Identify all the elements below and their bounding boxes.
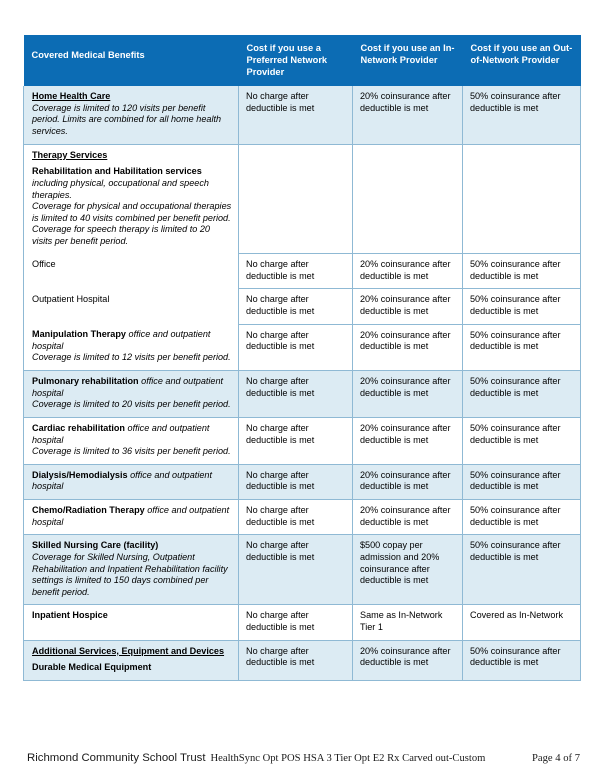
cost-preferred: No charge after deductible is met: [239, 605, 353, 640]
benefit-cell-outpatient-hospital: [24, 289, 239, 324]
benefit-title: Manipulation Therapy: [32, 329, 126, 340]
cost-in-network: 20% coinsurance after deductible is met: [353, 464, 463, 499]
cost-out-of-network: 50% coinsurance after deductible is met: [463, 464, 581, 499]
cost-preferred: [239, 144, 353, 254]
covered-medical-benefits-table: [23, 35, 581, 681]
cost-preferred: No charge after deductible is met: [239, 464, 353, 499]
benefit-title-suffix: office and outpatient hospital: [32, 469, 212, 492]
benefit-title: Cardiac rehabilitation: [32, 422, 125, 433]
cost-preferred: No charge after deductible is met: [239, 417, 353, 464]
table-row: [24, 605, 581, 640]
benefit-note: Coverage is limited to 12 visits per benefit period.: [32, 352, 231, 363]
cost-preferred: No charge after deductible is met: [239, 86, 353, 144]
table-row: [24, 86, 581, 144]
benefit-cell-chemo-radiation-therapy: [24, 500, 239, 535]
benefit-note: Coverage for physical and occupational therapies is limited to 40 visits combined per benefit period. Coverage for speech therapy is limited to 20 visits per benefit period.: [32, 201, 232, 247]
benefit-title: Home Health Care: [32, 91, 111, 102]
cost-preferred: No charge after deductible is met: [239, 324, 353, 370]
table-row: [24, 289, 581, 324]
cost-in-network: 20% coinsurance after deductible is met: [353, 417, 463, 464]
cost-out-of-network: Covered as In-Network: [463, 605, 581, 640]
benefit-title: Chemo/Radiation Therapy: [32, 505, 145, 516]
benefit-title: Skilled Nursing Care (facility): [32, 540, 159, 551]
benefit-cell-therapy-services: [24, 144, 239, 254]
cost-out-of-network: 50% coinsurance after deductible is met: [463, 640, 581, 680]
cost-in-network: 20% coinsurance after deductible is met: [353, 371, 463, 418]
cost-out-of-network: 50% coinsurance after deductible is met: [463, 535, 581, 605]
table-row: [24, 417, 581, 464]
benefit-title-suffix: including physical, occupational and speech therapies.: [32, 177, 209, 200]
benefit-note: Coverage is limited to 36 visits per benefit period.: [32, 446, 231, 457]
column-header-benefits: Covered Medical Benefits: [24, 35, 239, 86]
benefit-cell-pulmonary-rehabilitation: [24, 371, 239, 418]
benefit-title: Office: [32, 258, 56, 269]
cost-in-network: Same as In-Network Tier 1: [353, 605, 463, 640]
table-row: [24, 371, 581, 418]
cost-in-network: 20% coinsurance after deductible is met: [353, 324, 463, 370]
benefit-note: Coverage is limited to 120 visits per benefit period. Limits are combined for all home health services.: [32, 102, 222, 137]
benefit-title: Pulmonary rehabilitation: [32, 376, 139, 387]
cost-preferred: No charge after deductible is met: [239, 289, 353, 324]
benefit-title-suffix: office and outpatient hospital: [32, 329, 211, 351]
cost-preferred: No charge after deductible is met: [239, 254, 353, 289]
benefit-title: Outpatient Hospital: [32, 293, 110, 304]
column-header-preferred-network: Cost if you use a Preferred Network Provider: [239, 35, 353, 86]
table-row: [24, 254, 581, 289]
benefit-section-title: Additional Services, Equipment and Devices: [32, 645, 225, 656]
cost-out-of-network: 50% coinsurance after deductible is met: [463, 417, 581, 464]
header-row: [24, 35, 581, 86]
cost-in-network: 20% coinsurance after deductible is met: [353, 254, 463, 289]
footer-brand: Richmond Community School Trust: [27, 752, 206, 764]
cost-out-of-network: 50% coinsurance after deductible is met: [463, 500, 581, 535]
column-header-out-of-network: Cost if you use an Out-of-Network Provider: [463, 35, 581, 86]
cost-out-of-network: 50% coinsurance after deductible is met: [463, 254, 581, 289]
cost-out-of-network: [463, 144, 581, 254]
benefit-title: Durable Medical Equipment: [32, 662, 152, 673]
benefit-title: Rehabilitation and Habilitation services: [32, 166, 202, 177]
cost-in-network: $500 copay per admission and 20% coinsurance after deductible is met: [353, 535, 463, 605]
cost-in-network: 20% coinsurance after deductible is met: [353, 86, 463, 144]
benefit-title-suffix: office and outpatient hospital: [32, 376, 224, 398]
table-row: [24, 464, 581, 499]
page-footer: [27, 752, 580, 764]
benefit-section-title: Therapy Services: [32, 149, 108, 160]
benefit-title-suffix: office and outpatient hospital: [32, 505, 230, 527]
cost-preferred: No charge after deductible is met: [239, 535, 353, 605]
table-row: [24, 535, 581, 605]
table-row: [24, 500, 581, 535]
benefit-title: Dialysis/Hemodialysis: [32, 469, 128, 480]
cost-out-of-network: 50% coinsurance after deductible is met: [463, 324, 581, 370]
benefit-note: Coverage for Skilled Nursing, Outpatient Rehabilitation and Inpatient Rehabilitation facility settings is limited to 150 days combined per benefit period.: [32, 551, 228, 597]
benefit-cell-cardiac-rehabilitation: [24, 417, 239, 464]
column-header-in-network: Cost if you use an In-Network Provider: [353, 35, 463, 86]
table-row: [24, 324, 581, 370]
benefit-cell-inpatient-hospice: [24, 605, 239, 640]
cost-out-of-network: 50% coinsurance after deductible is met: [463, 289, 581, 324]
cost-preferred: No charge after deductible is met: [239, 640, 353, 680]
benefit-cell-skilled-nursing-care: [24, 535, 239, 605]
cost-in-network: 20% coinsurance after deductible is met: [353, 289, 463, 324]
cost-preferred: No charge after deductible is met: [239, 371, 353, 418]
table-header: [24, 35, 581, 86]
footer-page-number: Page 4 of 7: [532, 753, 580, 764]
table-row: [24, 144, 581, 254]
benefit-cell-dialysis-hemodialysis: [24, 464, 239, 499]
cost-in-network: 20% coinsurance after deductible is met: [353, 640, 463, 680]
benefit-cell-office: [24, 254, 239, 289]
cost-preferred: No charge after deductible is met: [239, 500, 353, 535]
cost-out-of-network: 50% coinsurance after deductible is met: [463, 371, 581, 418]
benefit-cell-durable-medical-equipment: [24, 640, 239, 680]
table-body: [24, 86, 581, 680]
benefit-title: Inpatient Hospice: [32, 610, 108, 621]
table-row: [24, 640, 581, 680]
benefit-cell-manipulation-therapy: [24, 324, 239, 370]
cost-in-network: 20% coinsurance after deductible is met: [353, 500, 463, 535]
cost-out-of-network: 50% coinsurance after deductible is met: [463, 86, 581, 144]
benefit-title-suffix: office and outpatient hospital: [32, 422, 210, 445]
cost-in-network: [353, 144, 463, 254]
footer-plan-name: HealthSync Opt POS HSA 3 Tier Opt E2 Rx Carved out-Custom: [210, 753, 486, 764]
benefit-note: Coverage is limited to 20 visits per benefit period.: [32, 399, 231, 410]
benefit-cell-home-health-care: [24, 86, 239, 144]
